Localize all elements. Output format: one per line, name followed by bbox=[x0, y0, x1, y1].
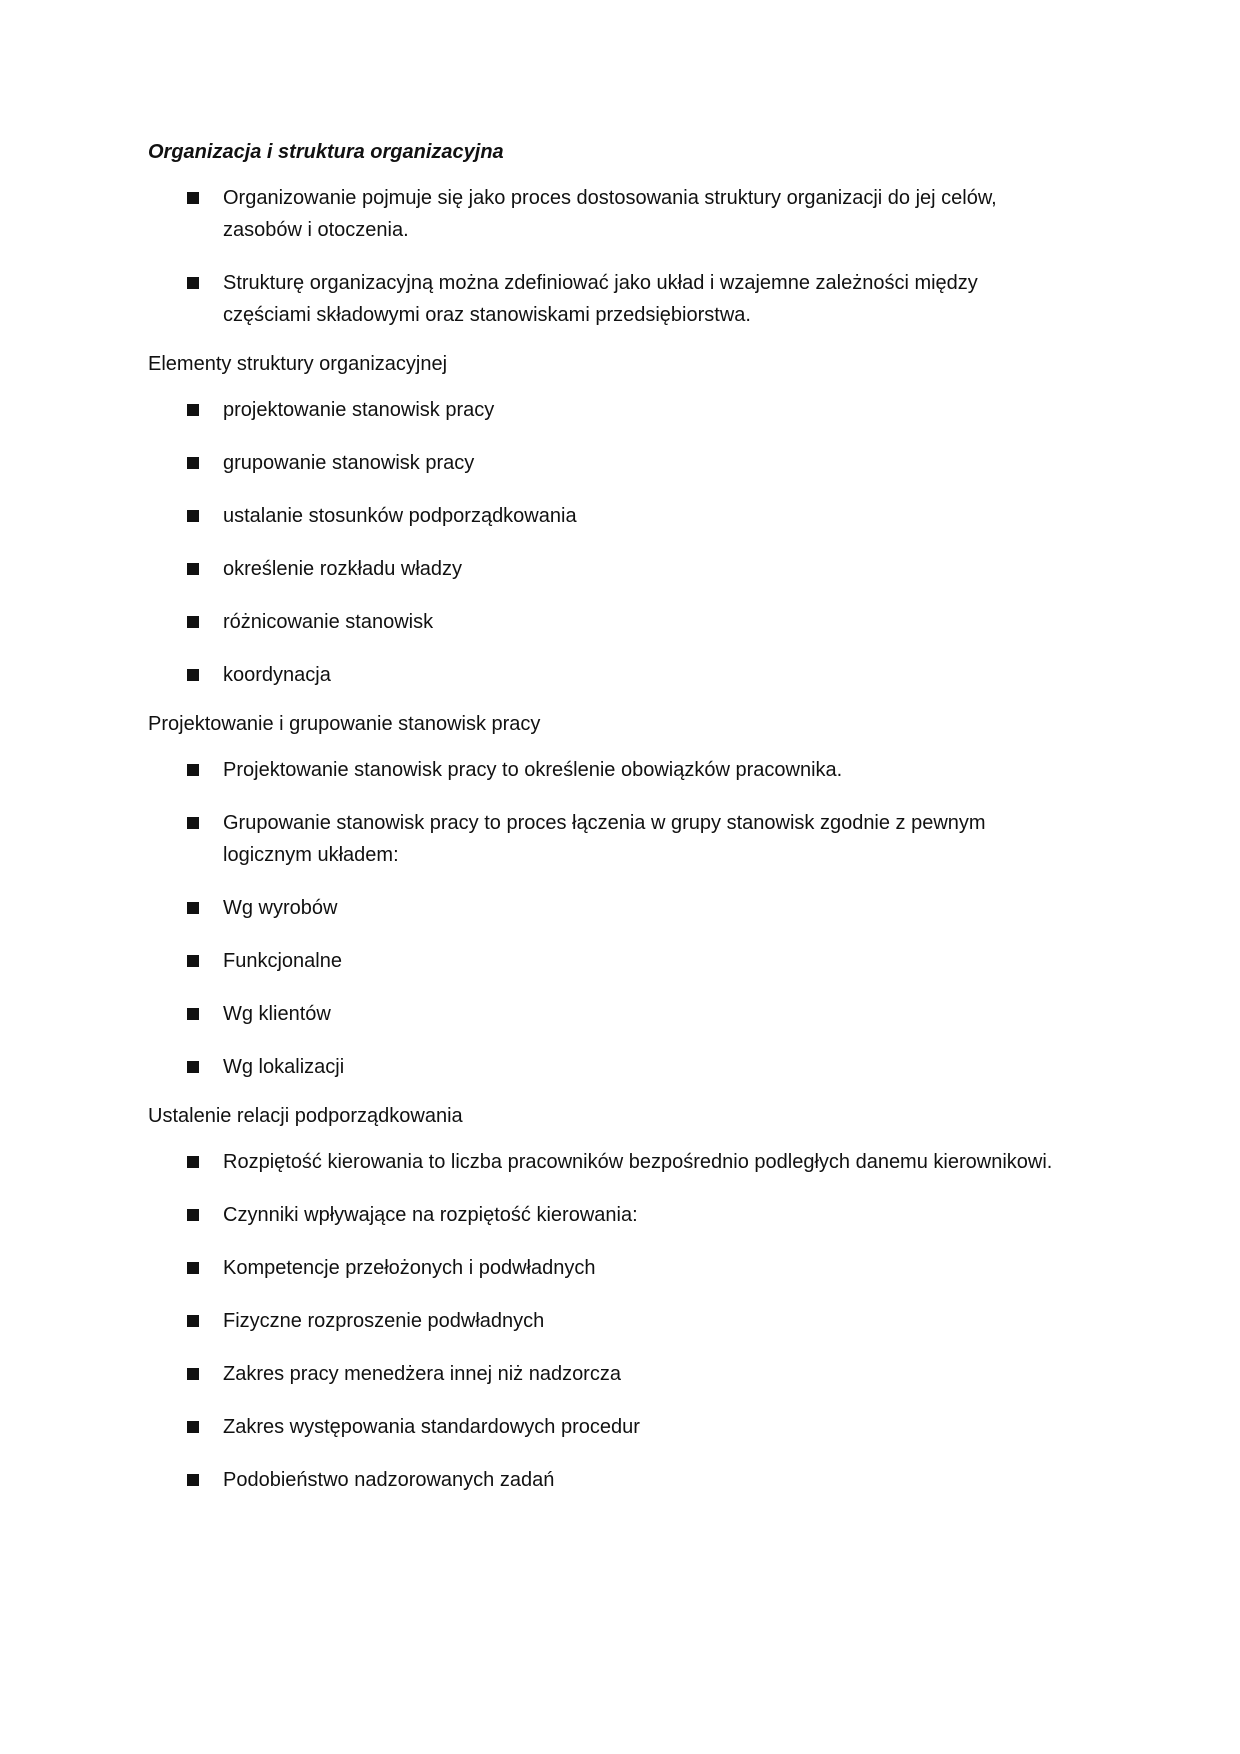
square-bullet-icon bbox=[187, 1262, 199, 1274]
list-item-text: Podobieństwo nadzorowanych zadań bbox=[223, 1469, 555, 1491]
list-item-text: Projektowanie stanowisk pracy to określenie obowiązków pracownika. bbox=[223, 759, 843, 781]
square-bullet-icon bbox=[187, 1315, 199, 1327]
list-item bbox=[148, 807, 1068, 871]
section-heading: Ustalenie relacji podporządkowania bbox=[148, 1105, 463, 1127]
list-item-text: Wg klientów bbox=[223, 1003, 331, 1025]
list-item bbox=[148, 1199, 1068, 1231]
list-item-text: różnicowanie stanowisk bbox=[223, 611, 434, 633]
list-item bbox=[148, 1146, 1068, 1178]
document-body bbox=[148, 140, 1068, 1517]
square-bullet-icon bbox=[187, 1474, 199, 1486]
square-bullet-icon bbox=[187, 817, 199, 829]
list-item bbox=[148, 754, 1068, 786]
square-bullet-icon bbox=[187, 764, 199, 776]
square-bullet-icon bbox=[187, 902, 199, 914]
square-bullet-icon bbox=[187, 1209, 199, 1221]
square-bullet-icon bbox=[187, 1368, 199, 1380]
section-heading: Projektowanie i grupowanie stanowisk pracy bbox=[148, 713, 541, 735]
list-item bbox=[148, 945, 1068, 977]
list-item bbox=[148, 394, 1068, 426]
document-title: Organizacja i struktura organizacyjna bbox=[148, 141, 504, 163]
square-bullet-icon bbox=[187, 1421, 199, 1433]
square-bullet-icon bbox=[187, 955, 199, 967]
list-item-text: Strukturę organizacyjną można zdefiniować jako układ i wzajemne zależności między częściami składowymi oraz stanowiskami przedsiębiorstwa. bbox=[223, 272, 978, 326]
list-item bbox=[148, 998, 1068, 1030]
list-item bbox=[148, 267, 1068, 331]
square-bullet-icon bbox=[187, 616, 199, 628]
list-item-text: Funkcjonalne bbox=[223, 950, 342, 972]
square-bullet-icon bbox=[187, 192, 199, 204]
list-item-text: Kompetencje przełożonych i podwładnych bbox=[223, 1257, 596, 1279]
section-list bbox=[148, 1146, 1068, 1496]
square-bullet-icon bbox=[187, 563, 199, 575]
list-item-text: Wg wyrobów bbox=[223, 897, 338, 919]
section-list bbox=[148, 754, 1068, 1083]
list-item bbox=[148, 606, 1068, 638]
square-bullet-icon bbox=[187, 1061, 199, 1073]
list-item-text: Fizyczne rozproszenie podwładnych bbox=[223, 1310, 545, 1332]
list-item bbox=[148, 1051, 1068, 1083]
list-item-text: określenie rozkładu władzy bbox=[223, 558, 463, 580]
square-bullet-icon bbox=[187, 457, 199, 469]
square-bullet-icon bbox=[187, 277, 199, 289]
square-bullet-icon bbox=[187, 1008, 199, 1020]
list-item-text: grupowanie stanowisk pracy bbox=[223, 452, 475, 474]
list-item bbox=[148, 1252, 1068, 1284]
list-item-text: Organizowanie pojmuje się jako proces dostosowania struktury organizacji do jej celów, zasobów i otoczenia. bbox=[223, 187, 997, 241]
list-item-text: koordynacja bbox=[223, 664, 331, 686]
section-list bbox=[148, 394, 1068, 691]
list-item-text: Zakres występowania standardowych procedur bbox=[223, 1416, 640, 1438]
list-item-text: Zakres pracy menedżera innej niż nadzorcza bbox=[223, 1363, 621, 1385]
list-item-text: Czynniki wpływające na rozpiętość kierowania: bbox=[223, 1204, 638, 1226]
list-item bbox=[148, 447, 1068, 479]
intro-list bbox=[148, 182, 1068, 331]
list-item bbox=[148, 500, 1068, 532]
list-item bbox=[148, 553, 1068, 585]
list-item-text: Rozpiętość kierowania to liczba pracowników bezpośrednio podległych danemu kierownikowi. bbox=[223, 1151, 1053, 1173]
list-item-text: ustalanie stosunków podporządkowania bbox=[223, 505, 577, 527]
section-heading: Elementy struktury organizacyjnej bbox=[148, 353, 448, 375]
list-item bbox=[148, 1411, 1068, 1443]
list-item-text: Wg lokalizacji bbox=[223, 1056, 345, 1078]
list-item-text: projektowanie stanowisk pracy bbox=[223, 399, 495, 421]
square-bullet-icon bbox=[187, 669, 199, 681]
list-item bbox=[148, 1358, 1068, 1390]
square-bullet-icon bbox=[187, 404, 199, 416]
square-bullet-icon bbox=[187, 1156, 199, 1168]
list-item bbox=[148, 182, 1068, 246]
list-item bbox=[148, 1464, 1068, 1496]
list-item bbox=[148, 1305, 1068, 1337]
list-item-text: Grupowanie stanowisk pracy to proces łączenia w grupy stanowisk zgodnie z pewnym logicznym układem: bbox=[223, 812, 986, 866]
list-item bbox=[148, 659, 1068, 691]
list-item bbox=[148, 892, 1068, 924]
square-bullet-icon bbox=[187, 510, 199, 522]
